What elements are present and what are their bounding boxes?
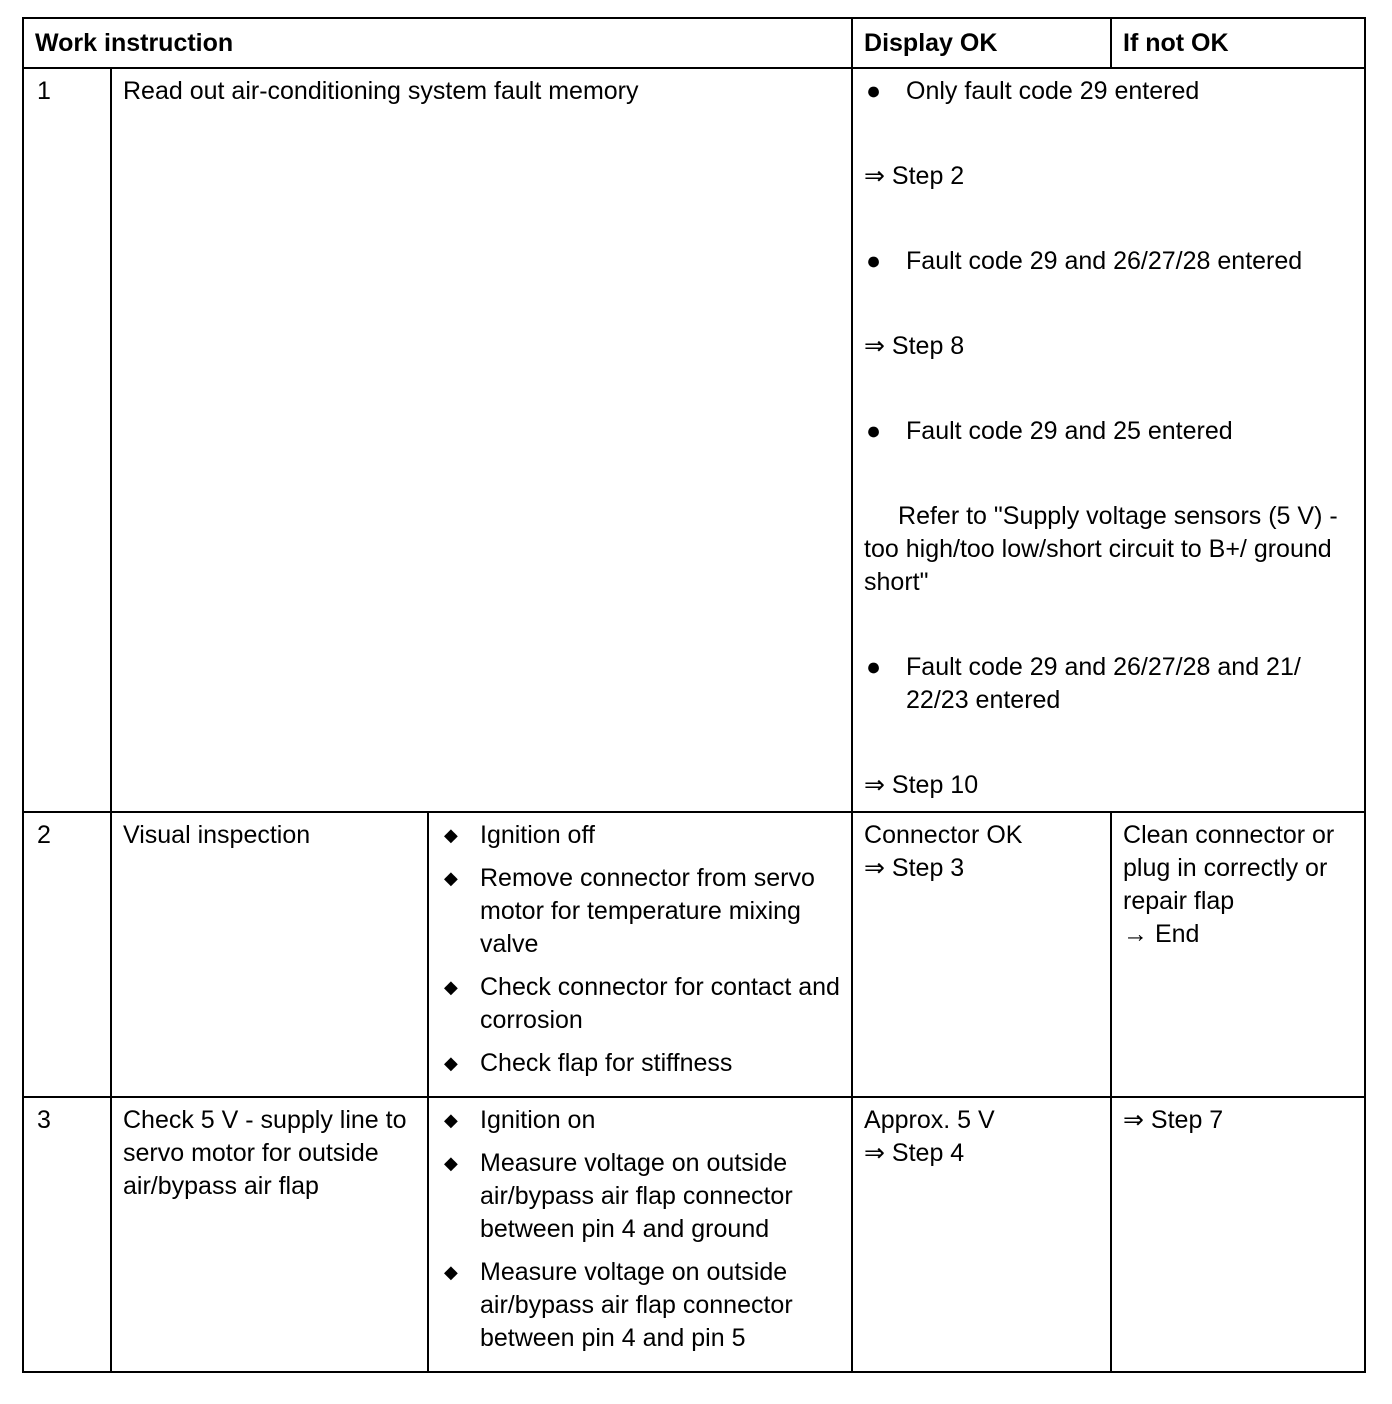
work-instruction-table <box>22 17 1366 1373</box>
instruction-cell: Read out air-conditioning system fault memory <box>111 68 852 812</box>
list-item: ◆ Check flap for stiffness <box>440 1047 841 1080</box>
diamond-bullet-icon: ◆ <box>444 1110 458 1130</box>
step-reference: ⇒ Step 8 <box>864 332 965 360</box>
header-display-ok: Display OK <box>852 18 1111 68</box>
procedure-cell <box>428 1097 852 1372</box>
display-ok-cell: Connector OK ⇒ Step 3 <box>852 812 1111 1097</box>
instruction-cell: Check 5 V - supply line to servo motor for outside air/bypass air flap <box>111 1097 428 1372</box>
procedure-cell <box>428 812 852 1097</box>
table-row-1 <box>23 68 1365 812</box>
bullet-icon: ● <box>866 653 882 681</box>
if-not-ok-cell: Clean connector or plug in correctly or repair flap → End <box>1111 812 1365 1097</box>
list-item: ● Fault code 29 and 26/27/28 entered <box>864 245 1354 278</box>
table-row-3 <box>23 1097 1365 1372</box>
diamond-bullet-icon: ◆ <box>444 1053 458 1073</box>
list-item: ● Fault code 29 and 25 entered <box>864 415 1354 448</box>
reference-note: Refer to "Supply voltage sensors (5 V) - too high/too low/short circuit to B+/ ground short" <box>864 502 1338 596</box>
list-item: ◆ Check connector for contact and corrosion <box>440 971 841 1037</box>
bullet-icon: ● <box>866 247 882 275</box>
bullet-icon: ● <box>866 77 882 105</box>
list-item: ◆ Measure voltage on outside air/bypass air flap connector between pin 4 and ground <box>440 1147 841 1246</box>
table-row-2 <box>23 812 1365 1097</box>
instruction-cell: Visual inspection <box>111 812 428 1097</box>
list-item: ◆ Ignition on <box>440 1104 841 1137</box>
display-ok-cell: Approx. 5 V ⇒ Step 4 <box>852 1097 1111 1372</box>
diamond-bullet-icon: ◆ <box>444 868 458 888</box>
diamond-bullet-icon: ◆ <box>444 825 458 845</box>
step-number: 2 <box>23 812 111 1097</box>
list-item: ◆ Measure voltage on outside air/bypass air flap connector between pin 4 and pin 5 <box>440 1256 841 1355</box>
header-row <box>23 18 1365 68</box>
list-item: ● Only fault code 29 entered <box>864 75 1354 108</box>
diamond-bullet-icon: ◆ <box>444 1262 458 1282</box>
step-number: 1 <box>23 68 111 812</box>
diamond-bullet-icon: ◆ <box>444 1153 458 1173</box>
step-number: 3 <box>23 1097 111 1372</box>
header-work-instruction: Work instruction <box>23 18 852 68</box>
header-if-not-ok: If not OK <box>1111 18 1365 68</box>
if-not-ok-cell: ⇒ Step 7 <box>1111 1097 1365 1372</box>
list-item: ● Fault code 29 and 26/27/28 and 21/ 22/23 entered <box>866 653 1301 714</box>
step-reference: ⇒ Step 10 <box>864 771 979 799</box>
display-ok-cell <box>852 68 1365 812</box>
bullet-icon: ● <box>866 417 882 445</box>
list-item: ◆ Ignition off <box>440 819 841 852</box>
step-reference: ⇒ Step 2 <box>864 162 965 190</box>
diamond-bullet-icon: ◆ <box>444 977 458 997</box>
list-item: ◆ Remove connector from servo motor for temperature mixing valve <box>440 862 841 961</box>
